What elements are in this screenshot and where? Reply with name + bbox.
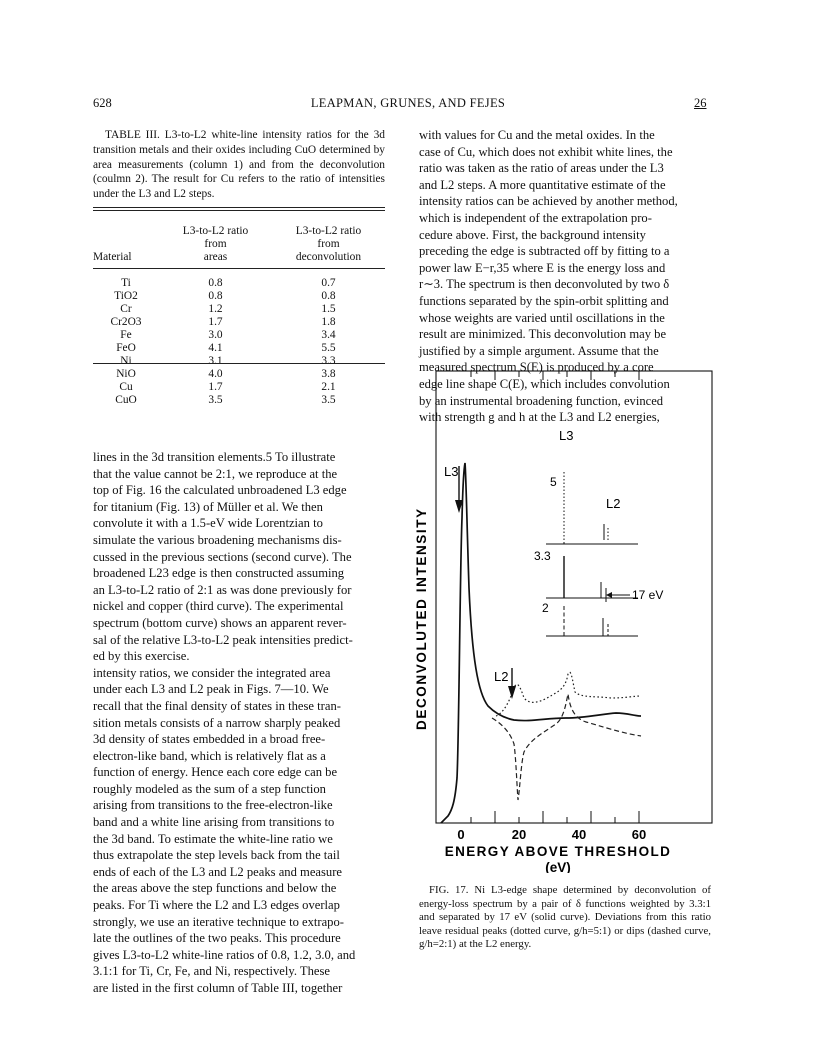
cell-areas: 3.5 (208, 394, 223, 406)
cell-material: TiO2 (114, 290, 138, 302)
text-line: the 3d band. To estimate the white-line ratio we (93, 831, 333, 846)
table-top-rule (93, 207, 385, 208)
top-ticks (471, 371, 639, 380)
table-header-rule (93, 268, 385, 269)
cell-deconvolution: 0.8 (321, 290, 336, 302)
bottom-ticks (471, 811, 639, 823)
text-line: spectrum (bottom curve) shows an apparent rever- (93, 615, 347, 630)
text-line: power law E−r,35 where E is the energy loss and (419, 260, 666, 275)
inset-weight-5: 5 (550, 475, 557, 489)
text-line: an L3-to-L2 ratio of 2:1 as was done previously for (93, 582, 352, 597)
text-line: top of Fig. 16 the calculated unbroadened L3 edge (93, 483, 347, 498)
solid-curve (441, 463, 641, 823)
cell-deconvolution: 3.3 (321, 355, 336, 367)
text-line: broadened L23 edge is then constructed assuming (93, 566, 345, 581)
cell-material: Cr2O3 (110, 316, 142, 328)
text-line: preceding the edge is subtracted off by fitting to a (419, 244, 670, 259)
text-line: case of Cu, which does not exhibit white lines, the (419, 144, 673, 159)
text-line: recall that the final density of states in these tran- (93, 698, 341, 713)
text-line: measured spectrum S(E) is produced by a core (419, 360, 654, 375)
inset-weight-2: 2 (542, 601, 549, 615)
table-row (93, 355, 385, 368)
table-caption (93, 128, 385, 202)
header-material: Material (93, 251, 132, 263)
inset-label-L2: L2 (606, 496, 621, 511)
text-line: which is independent of the extrapolation pro- (419, 210, 652, 225)
text-line: peaks. For Ti where the L2 and L3 edges overlap (93, 898, 340, 913)
text-line: for titanium (Fig. 13) of Müller et al. We then (93, 499, 323, 514)
text-line: sal of the relative L3-to-L2 peak intensities predict- (93, 632, 353, 647)
header-deconv-line2: from (317, 238, 340, 250)
table-row (93, 277, 385, 290)
table-row (93, 381, 385, 394)
sep-arrow-head (606, 592, 612, 598)
text-line: 3.1:1 for Ti, Cr, Fe, and Ni, respectively. These (93, 964, 330, 979)
cell-areas: 1.7 (208, 316, 223, 328)
cell-areas: 0.8 (208, 290, 223, 302)
table-header-row (93, 212, 385, 264)
cell-deconvolution: 3.8 (321, 368, 336, 380)
header-deconv-line3: deconvolution (295, 251, 362, 263)
text-line: arising from transitions to the free-electron-like (93, 798, 333, 813)
header-areas (159, 212, 272, 264)
cell-areas: 1.7 (208, 381, 223, 393)
cell-material: NiO (116, 368, 136, 380)
cell-deconvolution: 0.7 (321, 277, 336, 289)
text-line: with strength g and h at the L3 and L2 energies, (419, 410, 660, 425)
text-line: and L2 steps. A more quantitative estimate of the (419, 177, 666, 192)
text-line: whose weights are varied until oscillations in the (419, 310, 665, 325)
text-line: r∼3. The spectrum is then deconvoluted by two δ (419, 277, 670, 292)
text-line: cedure above. First, the background intensity (419, 227, 646, 242)
text-line: nickel and copper (third curve). The experimental (93, 599, 344, 614)
table-row (93, 316, 385, 329)
dotted-curve (496, 672, 641, 716)
text-line: thus extrapolate the step levels back from the tail (93, 848, 340, 863)
table-caption-text: TABLE III. L3-to-L2 white-line intensity ratios for the 3d transition metals and their oxides including CuO determined by area measurements (column 1) and from the deconvolution (coulmn 2). The result for Cu refers to the ratio of intensities under the L3 and L2 steps. (93, 129, 385, 201)
text-line: that the value cannot be 2:1, we reproduce at the (93, 466, 338, 481)
cell-deconvolution: 2.1 (321, 381, 336, 393)
cell-material: Ni (120, 355, 132, 367)
cell-material: Cr (120, 303, 132, 315)
header-deconv-line1: L3-to-L2 ratio (295, 225, 362, 237)
text-line: intensity ratios can be achieved by another method, (419, 194, 678, 209)
page-number: 628 (93, 96, 112, 110)
text-line: justified by a simple argument. Assume that the (419, 343, 659, 358)
L2-arrow-head (508, 686, 516, 699)
x-tick-60: 60 (631, 827, 647, 842)
text-line: edge line shape C(E), which includes convolution (419, 376, 670, 391)
text-line: simulate the various broadening mechanisms dis- (93, 532, 342, 547)
ratio-table (93, 212, 385, 407)
text-line: gives L3-to-L2 white-line ratios of 0.8, 1.2, 3.0, and (93, 947, 356, 962)
text-line: functions separated by the spin-orbit splitting and (419, 293, 669, 308)
figure-17 (396, 368, 716, 873)
text-line: lines in the 3d transition elements.5 To illustrate (93, 450, 336, 464)
text-line: band and a white line arising from transitions to (93, 815, 335, 830)
text-line: by an instrumental broadening function, evinced (419, 393, 664, 408)
table-bottom-rule (93, 363, 385, 364)
text-line: electron-like band, which is relatively flat as a (93, 748, 326, 763)
body-left-column (93, 449, 385, 997)
text-line: roughly modeled as the sum of a step function (93, 781, 326, 796)
x-tick-20: 20 (511, 827, 527, 842)
cell-material: Fe (120, 329, 132, 341)
text-line: late the outlines of the two peaks. This procedure (93, 931, 341, 946)
text-line: with values for Cu and the metal oxides. In the (419, 128, 655, 142)
table-row (93, 303, 385, 316)
text-line: the areas above the step functions and below the (93, 881, 337, 896)
cell-areas: 4.0 (208, 368, 223, 380)
cell-deconvolution: 1.8 (321, 316, 336, 328)
x-tick-0: 0 (457, 827, 465, 842)
figure-caption (419, 884, 711, 952)
text-line: ends of each of the L3 and L2 peaks and measure (93, 864, 342, 879)
table-row (93, 394, 385, 407)
inset-label-L3: L3 (559, 428, 574, 443)
text-line: ratio was taken as the ratio of areas under the L3 (419, 161, 664, 176)
cell-deconvolution: 5.5 (321, 342, 336, 354)
running-title: LEAPMAN, GRUNES, AND FEJES (310, 96, 506, 110)
x-axis-unit: (eV) (545, 860, 571, 873)
y-axis-title: DECONVOLUTED INTENSITY (414, 507, 429, 730)
text-line: result are minimized. This deconvolution may be (419, 327, 667, 342)
table-row (93, 368, 385, 381)
text-line: are listed in the first column of Table III, together (93, 981, 343, 995)
cell-deconvolution: 3.5 (321, 394, 336, 406)
header-areas-line2: from (204, 238, 227, 250)
header-areas-line3: areas (203, 251, 228, 263)
text-line: convolute it with a 1.5-eV wide Lorentzian to (93, 516, 323, 531)
text-line: intensity ratios, we consider the integrated area (93, 665, 331, 680)
header-areas-line1: L3-to-L2 ratio (182, 225, 249, 237)
cell-material: Ti (121, 277, 131, 289)
dashed-curve (492, 694, 641, 800)
cell-areas: 3.0 (208, 329, 223, 341)
text-line: ed by this exercise. (93, 649, 190, 664)
cell-areas: 3.1 (208, 355, 223, 367)
curve-label-L2: L2 (494, 669, 509, 684)
cell-material: Cu (119, 381, 133, 393)
cell-areas: 1.2 (208, 303, 223, 315)
volume-number: 26 (694, 96, 707, 110)
figure-17-plot (396, 368, 716, 873)
cell-material: FeO (116, 342, 136, 354)
table-row (93, 329, 385, 342)
table-row (93, 290, 385, 303)
inset-separation: 17 eV (632, 588, 664, 602)
figure-caption-text: FIG. 17. Ni L3-edge shape determined by deconvolution of energy-loss spectrum by a pair of δ functions weighted by 3.3:1 and separated by 17 eV (solid curve). Deviations from this ratio leave residual peaks (dotted curve, g/h=5:1) or dips (dashed curve, g/h=2:1) at the L2 energy. (419, 884, 711, 951)
inset-weight-3.3: 3.3 (534, 549, 551, 563)
text-line: function of energy. Hence each core edge can be (93, 765, 338, 780)
cell-deconvolution: 1.5 (321, 303, 336, 315)
text-line: 3d density of states embedded in a broad free- (93, 732, 326, 747)
table-row (93, 342, 385, 355)
plot-frame (436, 371, 712, 823)
cell-deconvolution: 3.4 (321, 329, 336, 341)
cell-areas: 4.1 (208, 342, 223, 354)
header-deconvolution (272, 212, 385, 264)
text-line: under each L3 and L2 peak in Figs. 7—10. We (93, 682, 329, 697)
cell-material: CuO (115, 394, 137, 406)
table-top-rule-2 (93, 210, 385, 211)
x-axis-title: ENERGY ABOVE THRESHOLD (444, 844, 672, 859)
text-line: sition metals consists of a narrow sharply peaked (93, 715, 341, 730)
text-line: strongly, we use an iterative technique to extrapo- (93, 914, 344, 929)
cell-areas: 0.8 (208, 277, 223, 289)
curve-label-L3: L3 (444, 464, 459, 479)
x-tick-40: 40 (571, 827, 587, 842)
text-line: cussed in the previous sections (second curve). The (93, 549, 352, 564)
